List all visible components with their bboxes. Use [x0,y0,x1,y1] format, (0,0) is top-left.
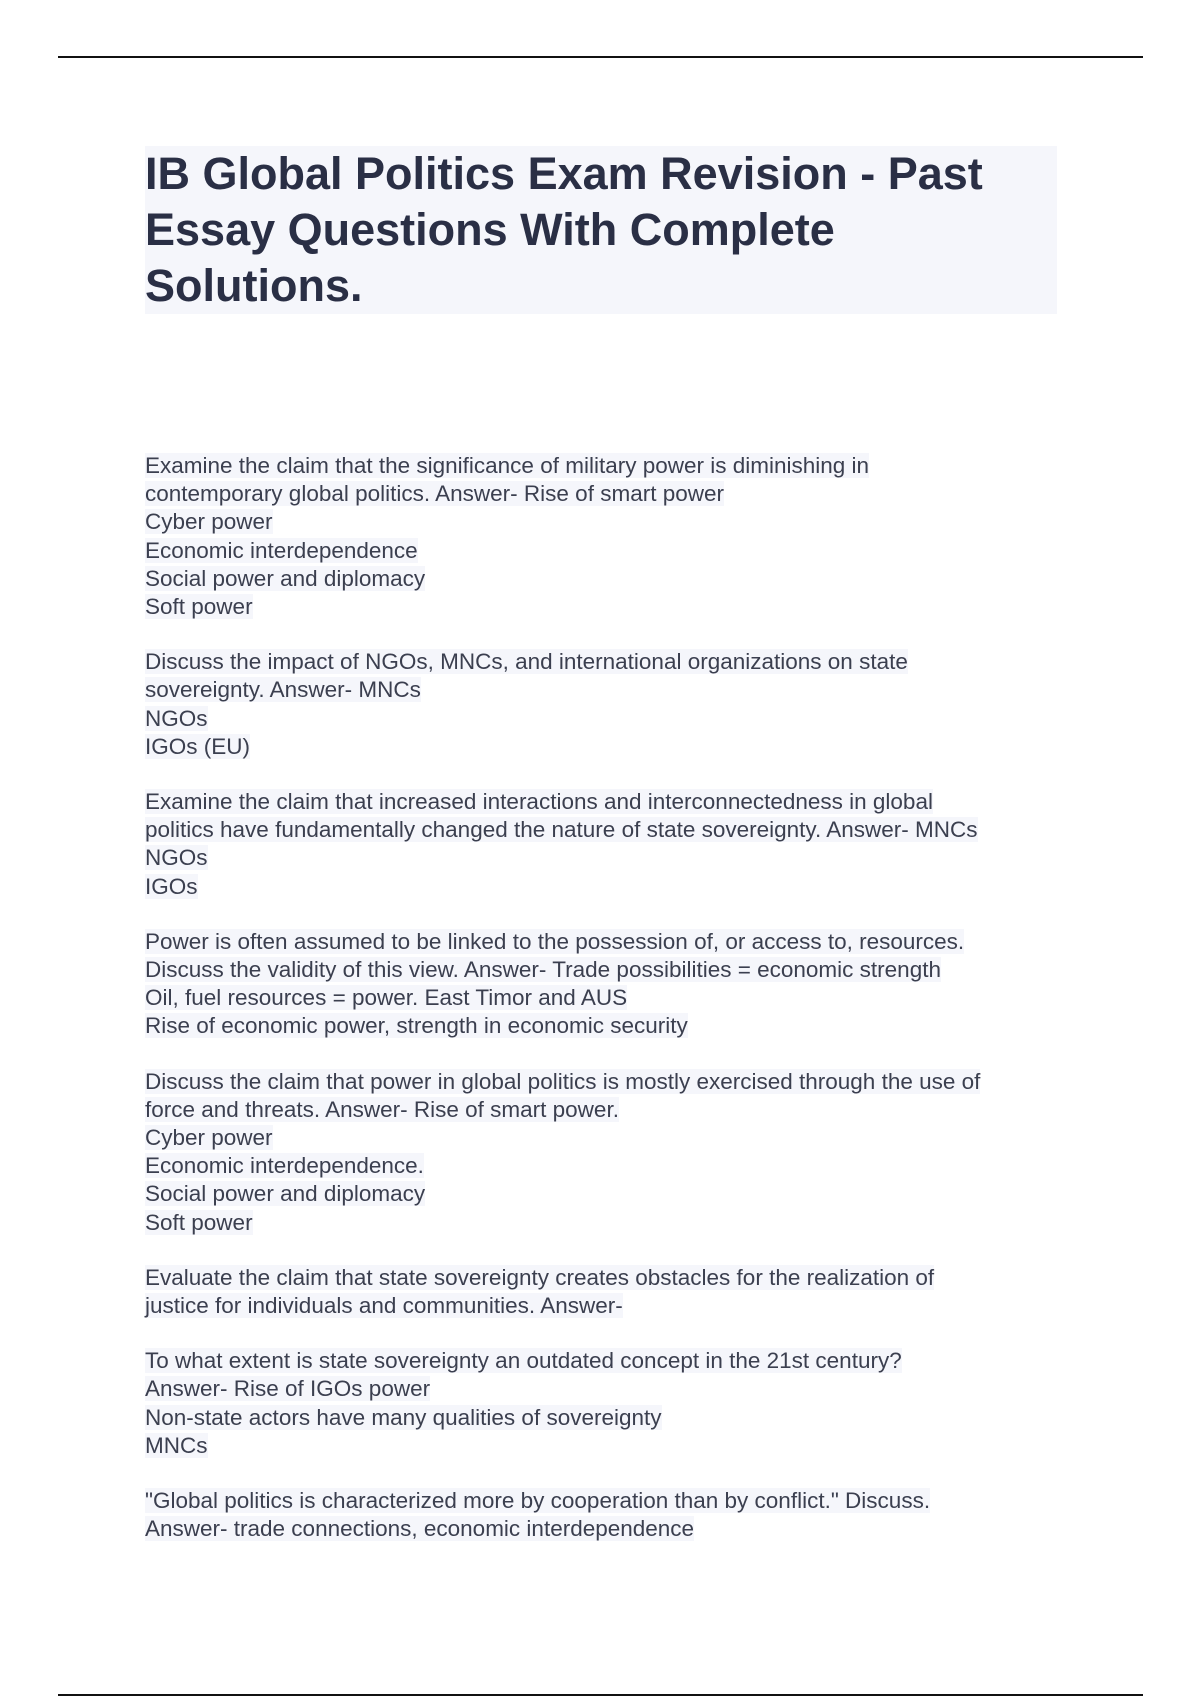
answer-line [145,733,1057,761]
answer-line [145,565,1057,593]
answer-line [145,537,1057,565]
answer-line [145,1432,1057,1460]
text-line: Discuss the claim that power in global politics is mostly exercised through the use of [145,1068,981,1094]
answer-line [145,873,1057,901]
text-line: NGOs [145,705,208,731]
text-line: Examine the claim that increased interactions and interconnectedness in global [145,789,933,815]
qa-item [145,1068,1057,1237]
qa-item [145,1347,1057,1460]
answer-line [145,816,1057,844]
page-title: IB Global Politics Exam Revision - Past Essay Questions With Complete Solutions. [145,148,983,311]
answer-line [145,1515,1057,1543]
qa-item [145,648,1057,761]
question-line [145,452,1057,480]
text-line: Cyber power [145,1125,273,1151]
text-line: Cyber power [145,509,273,535]
text-line: Oil, fuel resources = power. East Timor and AUS [145,985,628,1011]
answer-line [145,676,1057,704]
text-line: contemporary global politics. Answer- Rise of smart power [145,481,724,507]
text-line: Evaluate the claim that state sovereignty creates obstacles for the realization of [145,1264,935,1290]
answer-line [145,1375,1057,1403]
text-line: IGOs (EU) [145,733,250,759]
qa-item [145,788,1057,901]
text-line: Economic interdependence. [145,1153,424,1179]
text-line: Social power and diplomacy [145,565,426,591]
answer-line [145,984,1057,1012]
answer-line [145,593,1057,621]
text-line: MNCs [145,1432,208,1458]
question-line [145,928,1057,956]
text-line: Social power and diplomacy [145,1181,426,1207]
answer-line [145,1180,1057,1208]
answer-line [145,480,1057,508]
text-line: justice for individuals and communities. Answer- [145,1293,623,1319]
text-line: Soft power [145,594,253,620]
text-line: Discuss the validity of this view. Answer- Trade possibilities = economic strength [145,957,941,983]
question-line [145,1347,1057,1375]
text-line: force and threats. Answer- Rise of smart power. [145,1096,619,1122]
qa-list [145,452,1057,1571]
text-line: Rise of economic power, strength in economic security [145,1013,688,1039]
text-line: Soft power [145,1209,253,1235]
qa-item [145,1264,1057,1320]
answer-line [145,1404,1057,1432]
qa-item [145,928,1057,1041]
answer-line [145,956,1057,984]
answer-line [145,1292,1057,1320]
answer-line [145,1096,1057,1124]
question-line [145,788,1057,816]
answer-line [145,1124,1057,1152]
text-line: Power is often assumed to be linked to the possession of, or access to, resources. [145,928,965,954]
text-line: Answer- trade connections, economic interdependence [145,1516,695,1542]
text-line: IGOs [145,873,198,899]
text-line: Examine the claim that the significance of military power is diminishing in [145,453,870,478]
text-line: sovereignty. Answer- MNCs [145,677,421,703]
text-line: politics have fundamentally changed the nature of state sovereignty. Answer- MNCs [145,817,978,843]
bottom-rule [58,1694,1143,1696]
question-line [145,1068,1057,1096]
text-line: Economic interdependence [145,537,418,563]
answer-line [145,1012,1057,1040]
text-line: "Global politics is characterized more by cooperation than by conflict." Discuss. [145,1488,931,1514]
text-line: NGOs [145,845,208,871]
text-line: To what extent is state sovereignty an outdated concept in the 21st century? [145,1348,902,1374]
text-line: Non-state actors have many qualities of sovereignty [145,1404,662,1430]
answer-line [145,508,1057,536]
answer-line [145,1152,1057,1180]
answer-line [145,1209,1057,1237]
answer-line [145,844,1057,872]
question-line [145,1487,1057,1515]
answer-line [145,705,1057,733]
text-line: Discuss the impact of NGOs, MNCs, and international organizations on state [145,649,908,675]
question-line [145,1264,1057,1292]
qa-item [145,1487,1057,1543]
question-line [145,648,1057,676]
qa-item [145,452,1057,621]
text-line: Answer- Rise of IGOs power [145,1376,431,1402]
top-rule [58,56,1143,58]
